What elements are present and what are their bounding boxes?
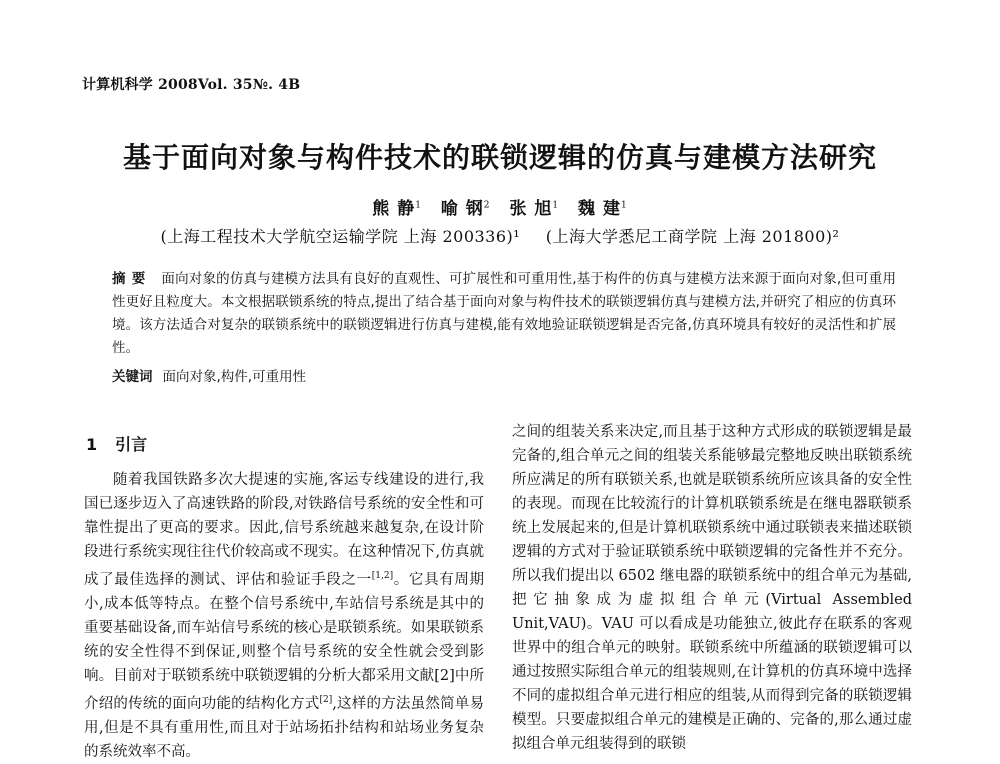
author-affiliation-mark: 1 <box>620 200 628 211</box>
author-3 <box>509 199 559 219</box>
author-name: 魏 建 <box>578 199 621 219</box>
author-2 <box>441 199 491 219</box>
right-column <box>512 420 912 756</box>
intro-text-part-2: 。它具有周期小,成本低等特点。在整个信号系统中,车站信号系统是其中的重要基础设备,而车站信号系统的核心是联锁系统。如果联锁系统的安全性得不到保证,则整个信号系统的安全性就会受到影响。目前对于联锁系统中联锁逻辑的分析大都采用文献[2]中所介绍的传统的面向功能的结构化方式 <box>84 571 485 712</box>
intro-paragraph <box>84 468 484 764</box>
intro-text-part-3: ,这样的方法虽然简单易用,但是不具有重用性,而且对于站场拓扑结构和站场业务复杂的系统效率不高。 <box>84 695 485 760</box>
author-4 <box>578 199 628 219</box>
section-heading-introduction <box>86 432 147 455</box>
keywords-label: 关键词 <box>112 369 153 385</box>
citation-ref: [1,2] <box>371 571 394 581</box>
intro-text-part-1: 随着我国铁路多次大提速的实施,客运专线建设的进行,我国已逐步迈入了高速铁路的阶段,对铁路信号系统的安全性和可靠性提出了更高的要求。因此,信号系统越来越复杂,在设计阶段进行系统实现往往代价较高或不现实。在这种情况下,仿真就成了最佳选择的测试、评估和验证手段之一 <box>84 472 484 588</box>
abstract-text: 面向对象的仿真与建模方法具有良好的直观性、可扩展性和可重用性,基于构件的仿真与建模方法来源于面向对象,但可重用性更好且粒度大。本文根据联锁系统的特点,提出了结合基于面向对象与构件技术的联锁逻辑仿真与建模方法,并研究了相应的仿真环境。该方法适合对复杂的联锁系统中的联锁逻辑进行仿真与建模,能有效地验证联锁逻辑是否完备,仿真环境具有较好的灵活性和扩展性。 <box>112 271 896 356</box>
abstract-label: 摘要 <box>112 271 152 287</box>
author-1 <box>372 199 422 219</box>
author-name: 张 旭 <box>509 199 553 219</box>
section-title: 引言 <box>115 435 148 454</box>
author-name: 熊 静 <box>372 199 416 219</box>
author-affiliation-mark: 1 <box>415 200 422 211</box>
left-column <box>84 468 484 764</box>
keywords <box>112 366 896 389</box>
author-affiliation-mark: 1 <box>552 200 560 211</box>
section-number: 1 <box>86 435 98 454</box>
keywords-text: 面向对象,构件,可重用性 <box>162 369 307 385</box>
affiliations <box>0 224 1000 247</box>
abstract <box>112 268 896 360</box>
journal-header: 计算机科学 2008Vol. 35№. 4B <box>82 77 301 93</box>
author-name: 喻 钢 <box>440 199 484 219</box>
author-list <box>0 194 1000 219</box>
right-column-paragraph: 之间的组装关系来决定,而且基于这种方式形成的联锁逻辑是最完备的,组合单元之间的组装关系能够最完整地反映出联锁系统所应满足的所有联锁关系,也就是联锁系统所应该具备的安全性的表现。而现在比较流行的计算机联锁系统是在继电器联锁系统上发展起来的,但是计算机联锁系统中通过联锁表来描述联锁逻辑的方式对于验证联锁系统中联锁逻辑的完备性并不充分。所以我们提出以 6502 继电器的联锁系统中的组合单元为基础,把它抽象成为虚拟组合单元(Virtual Assembled Unit,VAU)。VAU 可以看成是功能独立,彼此存在联系的客观世界中的组合单元的映射。联锁系统中所蕴涵的联锁逻辑可以通过按照实际组合单元的组装规则,在计算机的仿真环境中选择不同的虚拟组合单元进行相应的组装,从而得到完备的联锁逻辑模型。只要虚拟组合单元的建模是正确的、完备的,那么通过虚拟组合单元组装得到的联锁 <box>512 424 912 752</box>
affiliation-1: (上海工程技术大学航空运输学院 上海 200336)¹ <box>160 227 521 246</box>
affiliation-2: (上海大学悉尼工商学院 上海 201800)² <box>545 227 840 246</box>
author-affiliation-mark: 2 <box>483 200 491 211</box>
citation-ref: [2] <box>319 694 333 705</box>
paper-title: 基于面向对象与构件技术的联锁逻辑的仿真与建模方法研究 <box>122 141 877 174</box>
